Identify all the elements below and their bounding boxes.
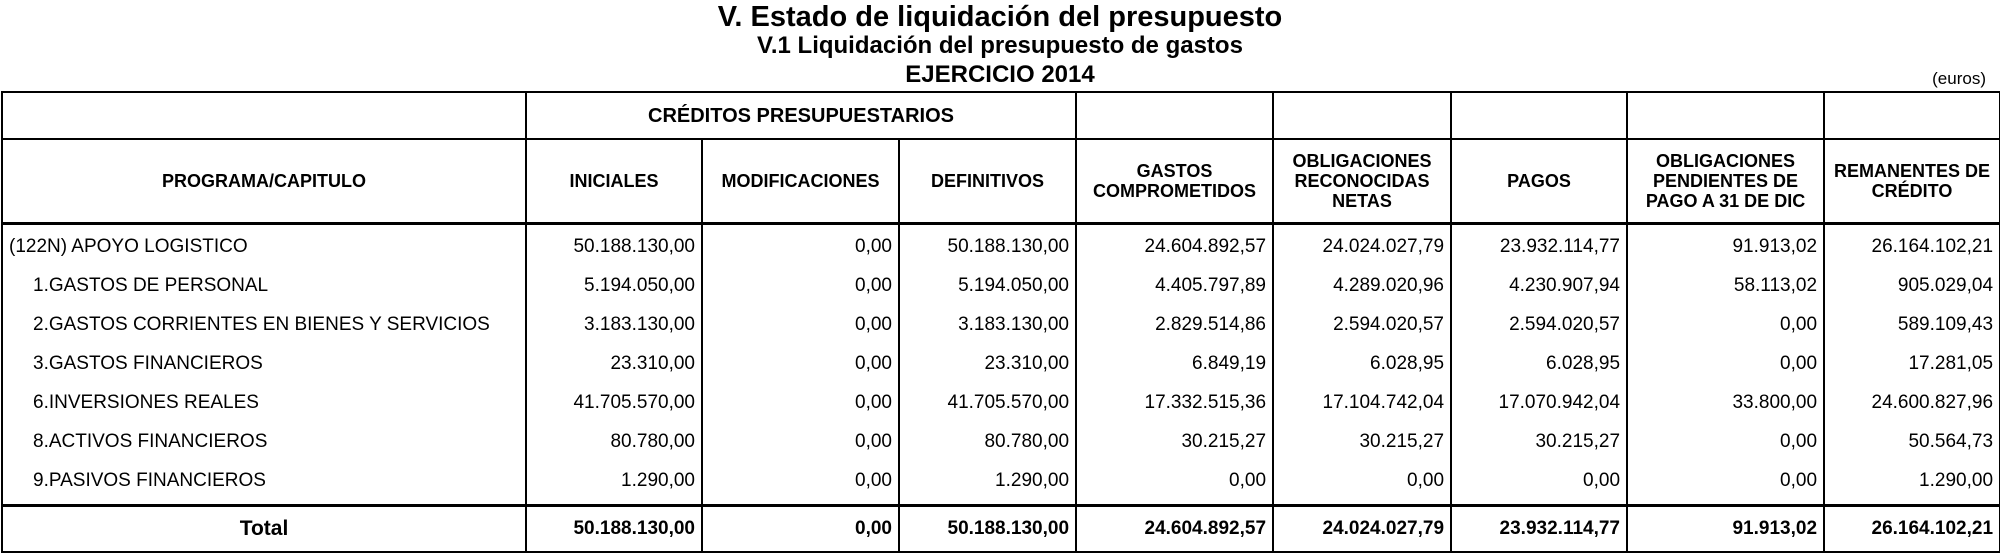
header-empty-cell [1076, 92, 1273, 139]
total-iniciales: 50.188.130,00 [526, 506, 702, 553]
header-modificaciones: MODIFICACIONES [702, 139, 899, 224]
budget-table [1, 91, 2000, 553]
header-row-group [2, 92, 2000, 139]
total-definitivos: 50.188.130,00 [899, 506, 1076, 553]
cell-definitivos: 5.194.050,00 [899, 266, 1076, 305]
cell-pagos: 2.594.020,57 [1451, 305, 1627, 344]
cell-modificaciones: 0,00 [702, 305, 899, 344]
header-row-columns [2, 139, 2000, 224]
cell-remanentes: 589.109,43 [1824, 305, 2000, 344]
cell-iniciales: 1.290,00 [526, 461, 702, 506]
cell-iniciales: 50.188.130,00 [526, 224, 702, 267]
cell-obligaciones-pendientes: 0,00 [1627, 305, 1824, 344]
cell-definitivos: 41.705.570,00 [899, 383, 1076, 422]
cell-iniciales: 5.194.050,00 [526, 266, 702, 305]
cell-obligaciones-pendientes: 0,00 [1627, 344, 1824, 383]
cell-obligaciones-pendientes: 91.913,02 [1627, 224, 1824, 267]
cell-modificaciones: 0,00 [702, 344, 899, 383]
header-programa: PROGRAMA/CAPITULO [2, 139, 526, 224]
cell-modificaciones: 0,00 [702, 461, 899, 506]
header-definitivos: DEFINITIVOS [899, 139, 1076, 224]
cell-obligaciones-pendientes: 0,00 [1627, 461, 1824, 506]
cell-remanentes: 26.164.102,21 [1824, 224, 2000, 267]
cell-iniciales: 3.183.130,00 [526, 305, 702, 344]
total-pagos: 23.932.114,77 [1451, 506, 1627, 553]
cell-obligaciones-pendientes: 33.800,00 [1627, 383, 1824, 422]
cell-definitivos: 1.290,00 [899, 461, 1076, 506]
header-creditos-presupuestarios: CRÉDITOS PRESUPUESTARIOS [526, 92, 1076, 139]
table-row [2, 266, 2000, 305]
cell-remanentes: 905.029,04 [1824, 266, 2000, 305]
cell-modificaciones: 0,00 [702, 266, 899, 305]
total-remanentes: 26.164.102,21 [1824, 506, 2000, 553]
total-modificaciones: 0,00 [702, 506, 899, 553]
row-label: 3.GASTOS FINANCIEROS [2, 344, 526, 383]
cell-obligaciones-reconocidas: 4.289.020,96 [1273, 266, 1451, 305]
cell-iniciales: 23.310,00 [526, 344, 702, 383]
total-obligaciones-pendientes: 91.913,02 [1627, 506, 1824, 553]
cell-pagos: 23.932.114,77 [1451, 224, 1627, 267]
cell-gastos-comprometidos: 17.332.515,36 [1076, 383, 1273, 422]
table-row [2, 344, 2000, 383]
header-empty-cell [1627, 92, 1824, 139]
cell-definitivos: 3.183.130,00 [899, 305, 1076, 344]
total-label: Total [2, 506, 526, 553]
row-label: 2.GASTOS CORRIENTES EN BIENES Y SERVICIOS [2, 305, 526, 344]
cell-remanentes: 24.600.827,96 [1824, 383, 2000, 422]
table-row [2, 305, 2000, 344]
report-year: EJERCICIO 2014 [905, 61, 1095, 88]
header-empty-cell [1451, 92, 1627, 139]
cell-gastos-comprometidos: 30.215,27 [1076, 422, 1273, 461]
header-pagos: PAGOS [1451, 139, 1627, 224]
row-label: 1.GASTOS DE PERSONAL [2, 266, 526, 305]
cell-pagos: 17.070.942,04 [1451, 383, 1627, 422]
cell-pagos: 0,00 [1451, 461, 1627, 506]
cell-obligaciones-reconocidas: 2.594.020,57 [1273, 305, 1451, 344]
row-label: 9.PASIVOS FINANCIEROS [2, 461, 526, 506]
cell-gastos-comprometidos: 2.829.514,86 [1076, 305, 1273, 344]
cell-gastos-comprometidos: 0,00 [1076, 461, 1273, 506]
header-remanentes: REMANENTES DE CRÉDITO [1824, 139, 2000, 224]
table-row [2, 422, 2000, 461]
cell-remanentes: 17.281,05 [1824, 344, 2000, 383]
total-obligaciones-reconocidas: 24.024.027,79 [1273, 506, 1451, 553]
cell-obligaciones-reconocidas: 30.215,27 [1273, 422, 1451, 461]
header-iniciales: INICIALES [526, 139, 702, 224]
cell-gastos-comprometidos: 4.405.797,89 [1076, 266, 1273, 305]
cell-pagos: 4.230.907,94 [1451, 266, 1627, 305]
total-gastos-comprometidos: 24.604.892,57 [1076, 506, 1273, 553]
cell-obligaciones-pendientes: 58.113,02 [1627, 266, 1824, 305]
cell-obligaciones-reconocidas: 17.104.742,04 [1273, 383, 1451, 422]
header-empty-cell [1824, 92, 2000, 139]
cell-obligaciones-reconocidas: 0,00 [1273, 461, 1451, 506]
cell-gastos-comprometidos: 6.849,19 [1076, 344, 1273, 383]
header-empty-cell [1273, 92, 1451, 139]
cell-pagos: 6.028,95 [1451, 344, 1627, 383]
header-obligaciones-reconocidas: OBLIGACIONES RECONOCIDAS NETAS [1273, 139, 1451, 224]
cell-definitivos: 23.310,00 [899, 344, 1076, 383]
table-row [2, 224, 2000, 267]
cell-modificaciones: 0,00 [702, 224, 899, 267]
header-obligaciones-pendientes: OBLIGACIONES PENDIENTES DE PAGO A 31 DE DIC [1627, 139, 1824, 224]
header-empty-cell [2, 92, 526, 139]
cell-definitivos: 50.188.130,00 [899, 224, 1076, 267]
cell-definitivos: 80.780,00 [899, 422, 1076, 461]
cell-obligaciones-pendientes: 0,00 [1627, 422, 1824, 461]
table-row [2, 461, 2000, 506]
cell-modificaciones: 0,00 [702, 422, 899, 461]
cell-iniciales: 80.780,00 [526, 422, 702, 461]
row-label: 6.INVERSIONES REALES [2, 383, 526, 422]
cell-remanentes: 50.564,73 [1824, 422, 2000, 461]
table-row [2, 383, 2000, 422]
report-subtitle: V.1 Liquidación del presupuesto de gastos [757, 32, 1243, 59]
units-label: (euros) [1932, 69, 1986, 88]
cell-remanentes: 1.290,00 [1824, 461, 2000, 506]
report-title: V. Estado de liquidación del presupuesto [717, 1, 1283, 33]
header-gastos-comprometidos: GASTOS COMPROMETIDOS [1076, 139, 1273, 224]
cell-modificaciones: 0,00 [702, 383, 899, 422]
cell-pagos: 30.215,27 [1451, 422, 1627, 461]
cell-obligaciones-reconocidas: 6.028,95 [1273, 344, 1451, 383]
row-label: (122N) APOYO LOGISTICO [2, 224, 526, 267]
cell-iniciales: 41.705.570,00 [526, 383, 702, 422]
row-label: 8.ACTIVOS FINANCIEROS [2, 422, 526, 461]
cell-obligaciones-reconocidas: 24.024.027,79 [1273, 224, 1451, 267]
cell-gastos-comprometidos: 24.604.892,57 [1076, 224, 1273, 267]
total-row [2, 506, 2000, 553]
